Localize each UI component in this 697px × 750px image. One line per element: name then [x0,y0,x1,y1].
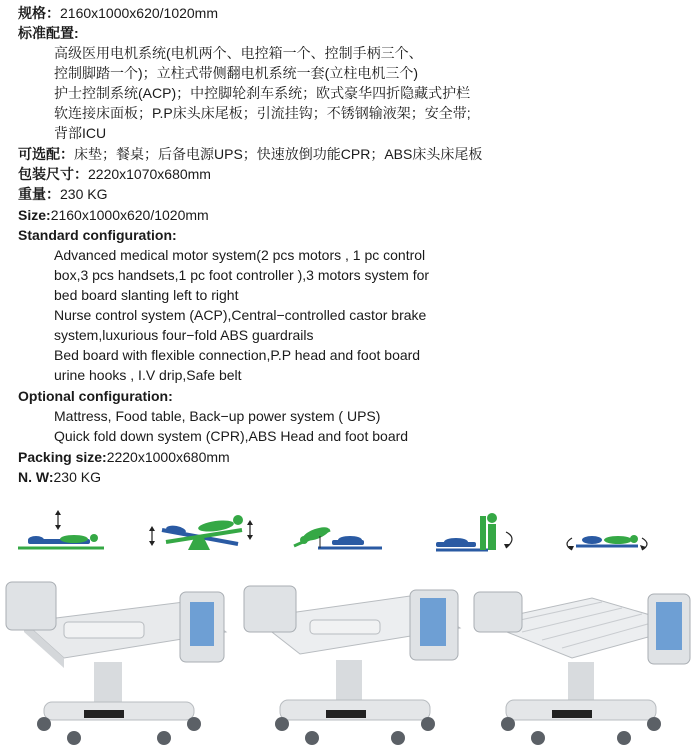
en-standard-line: Nurse control system (ACP),Central−controlled castor brake [54,307,427,323]
en-size-line [18,205,209,225]
bed-photo-1 [4,562,232,748]
en-size-label: Size: [18,207,51,223]
cn-packing-value: 2220x1070x680mm [88,166,211,182]
bed-height-icon [14,508,106,558]
cn-packing-line [18,164,211,184]
cn-size-label: 规格： [18,5,60,21]
en-standard-line: Advanced medical motor system(2 pcs motors , 1 pc control [54,247,426,263]
cn-standard-line: 控制脚踏一个)；立柱式带侧翻电机系统一套(立柱电机三个) [54,65,418,81]
en-weight-line [18,467,101,487]
cn-weight-value: 230 KG [60,186,108,202]
en-size-value: 2160x1000x620/1020mm [50,207,209,223]
cn-optional-value: 床垫；餐桌；后备电源UPS；快速放倒功能CPR；ABS床头床尾板 [74,146,483,162]
cn-standard-line: 背部ICU [54,125,107,141]
back-raise-icon [290,508,386,558]
en-standard-line: system,luxurious four−fold ABS guardrails [54,327,314,343]
bed-photo-3 [472,562,694,748]
side-roll-icon [560,508,654,558]
en-packing-label: Packing size: [18,449,107,465]
bed-photo-row [0,562,697,750]
en-optional-label-text: Optional configuration: [18,388,173,404]
en-weight-value: 230 KG [53,469,101,485]
cn-packing-label: 包装尺寸： [18,166,88,182]
function-icon-strip [0,508,697,560]
en-standard-line: urine hooks , I.V drip,Safe belt [54,367,242,383]
en-optional-line: Quick fold down system (CPR),ABS Head and foot board [54,428,409,444]
cn-standard-label-text: 标准配置: [18,25,79,41]
en-optional-label [18,386,173,406]
cn-standard-line: 高级医用电机系统(电机两个、电控箱一个、控制手柄三个、 [54,45,423,61]
cn-size-line [18,3,218,23]
en-packing-line [18,447,230,467]
bed-photo-2 [240,562,468,748]
cn-weight-label: 重量： [18,186,60,202]
chair-position-icon [432,508,524,558]
cn-weight-line [18,184,107,204]
en-standard-line: bed board slanting left to right [54,287,239,303]
bed-tilt-icon [146,508,258,558]
en-weight-label: N. W: [18,469,54,485]
cn-standard-line: 护士控制系统(ACP)；中控脚轮刹车系统；欧式豪华四折隐藏式护栏 [54,85,471,101]
cn-standard-label [18,23,79,43]
cn-optional-line [18,144,482,164]
en-optional-line: Mattress, Food table, Back−up power system ( UPS) [54,408,381,424]
en-packing-value: 2220x1000x680mm [106,449,230,465]
cn-optional-label: 可选配： [18,146,74,162]
en-standard-label-text: Standard configuration: [18,227,177,243]
cn-standard-line: 软连接床面板；P.P床头床尾板；引流挂钩；不锈钢输液架；安全带; [54,105,471,121]
en-standard-line: Bed board with flexible connection,P.P head and foot board [54,347,421,363]
en-standard-line: box,3 pcs handsets,1 pc foot controller ),3 motors system for [54,267,430,283]
cn-size-value: 2160x1000x620/1020mm [60,5,219,21]
en-standard-label [18,225,177,245]
